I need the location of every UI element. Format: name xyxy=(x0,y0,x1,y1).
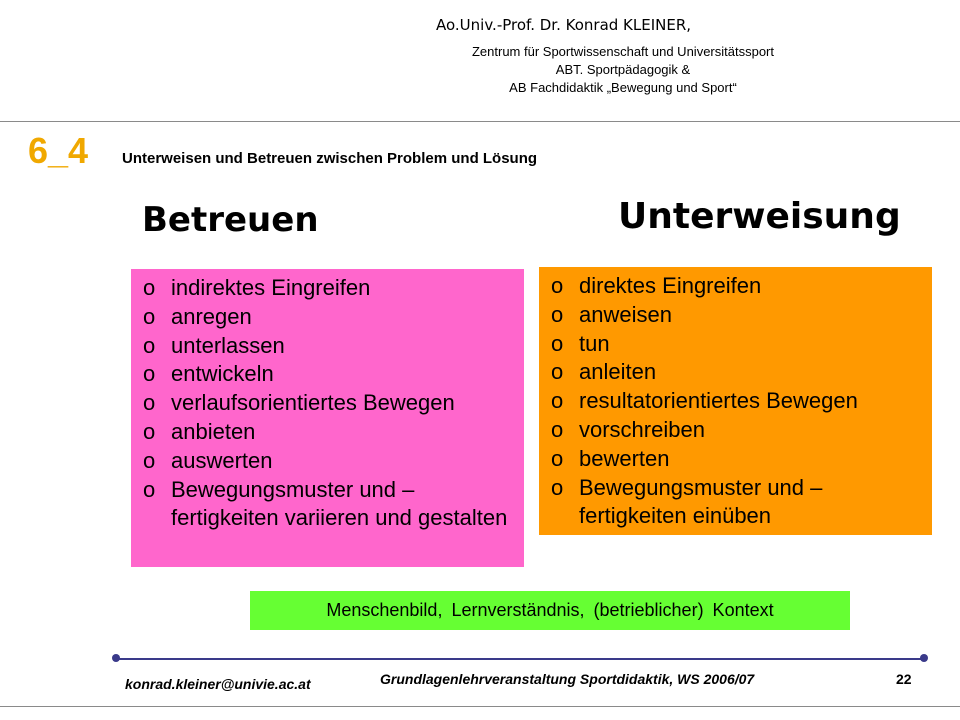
footer-rule-right-dot xyxy=(920,654,928,662)
bullet-marker: o xyxy=(143,303,156,329)
bullet-marker: o xyxy=(551,388,564,414)
context-banner: Menschenbild, Lernverständnis, (betrieblicher) Kontext xyxy=(250,591,850,630)
institution-name: Zentrum für Sportwissenschaft und Universitätssport xyxy=(471,44,774,59)
page-number: 22 xyxy=(896,671,912,687)
list-item: o verlaufsorientiertes Bewegen xyxy=(143,389,524,418)
list-item: o anweisen xyxy=(551,301,932,330)
footer-course-title: Grundlagenlehrveranstaltung Sportdidaktik, WS 2006/07 xyxy=(380,671,755,687)
list-item: o resultatorientiertes Bewegen xyxy=(551,387,932,416)
list-item: o auswerten xyxy=(143,447,524,476)
list-item: o Bewegungsmuster und – fertigkeiten einüben xyxy=(551,474,932,532)
list-item: o direktes Eingreifen xyxy=(551,272,932,301)
bullet-marker: o xyxy=(143,361,156,387)
list-item: o indirektes Eingreifen xyxy=(143,274,524,303)
bullet-marker: o xyxy=(143,275,156,300)
bullet-marker: o xyxy=(551,330,564,356)
list-item: o entwickeln xyxy=(143,360,524,389)
area-name: AB Fachdidaktik „Bewegung und Sport“ xyxy=(509,80,737,95)
betreuen-list-box xyxy=(131,269,524,567)
unterweisung-list-box xyxy=(539,267,932,535)
list-item: o anleiten xyxy=(551,358,932,387)
betreuen-list xyxy=(143,274,524,533)
footer-divider xyxy=(116,658,926,660)
bullet-marker: o xyxy=(143,476,156,502)
bullet-marker: o xyxy=(143,332,156,358)
bullet-marker: o xyxy=(551,359,564,385)
bullet-marker: o xyxy=(143,418,156,444)
department-name: ABT. Sportpädagogik & xyxy=(555,62,691,77)
list-item: o tun xyxy=(551,330,932,359)
bullet-marker: o xyxy=(551,273,564,298)
bullet-marker: o xyxy=(551,416,564,442)
bullet-marker: o xyxy=(551,301,564,327)
bottom-divider xyxy=(0,706,960,707)
bullet-marker: o xyxy=(551,474,564,500)
list-item: o anregen xyxy=(143,303,524,332)
slide-subtitle: Unterweisen und Betreuen zwischen Problem und Lösung xyxy=(122,150,538,167)
list-item: o vorschreiben xyxy=(551,416,932,445)
unterweisung-list xyxy=(551,272,932,531)
list-item: o unterlassen xyxy=(143,332,524,361)
list-item: o anbieten xyxy=(143,418,524,447)
unterweisung-heading: Unterweisung xyxy=(618,196,901,237)
list-item: o Bewegungsmuster und – fertigkeiten variieren und gestalten xyxy=(143,476,524,534)
footer-email: konrad.kleiner@univie.ac.at xyxy=(125,676,311,692)
list-item: o bewerten xyxy=(551,445,932,474)
bullet-marker: o xyxy=(143,390,156,416)
slide-number: 6_4 xyxy=(28,130,89,171)
betreuen-heading: Betreuen xyxy=(142,200,319,240)
bullet-marker: o xyxy=(143,447,156,473)
author-name: Ao.Univ.-Prof. Dr. Konrad KLEINER, xyxy=(436,16,692,34)
bullet-marker: o xyxy=(551,445,564,471)
header-divider xyxy=(0,121,960,122)
